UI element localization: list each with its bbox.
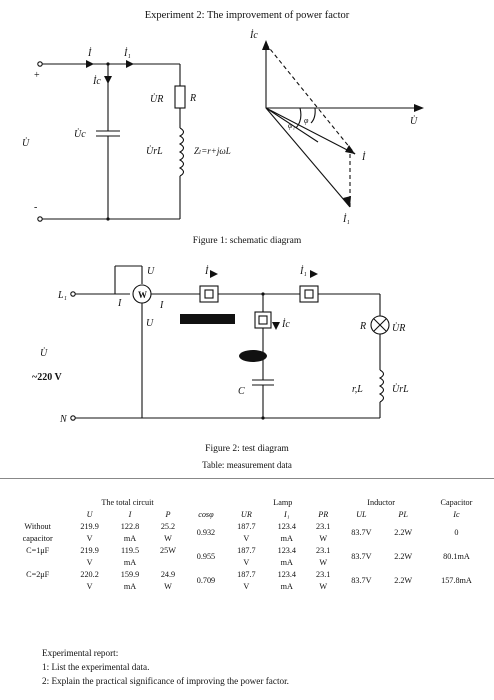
cell-pl: 2.2W xyxy=(394,575,413,585)
cell-i1: 123.4 xyxy=(277,521,297,531)
head-cos: cosφ xyxy=(198,509,214,519)
table-row xyxy=(6,544,490,556)
cell-i1: mA xyxy=(280,533,293,543)
experimental-report xyxy=(42,646,289,688)
cell-p: W xyxy=(164,533,172,543)
phasor-phi1-label: φ₁ xyxy=(288,121,296,130)
wattmeter-label: W xyxy=(138,290,147,300)
phasor-phi-label: φ xyxy=(304,116,309,125)
cell-pr: W xyxy=(319,581,328,591)
row-label: Without xyxy=(24,521,51,531)
cell-u: 219.9 xyxy=(80,521,99,531)
fig2-c-label: C xyxy=(238,386,245,397)
cell-p: 24.9 xyxy=(160,569,176,579)
cell-pl: 2.2W xyxy=(394,551,413,561)
row-label: capacitor xyxy=(22,533,53,543)
fig1-url-label: U̇rL xyxy=(146,146,163,157)
group-lamp: Lamp xyxy=(273,497,293,507)
cell-ul: 83.7V xyxy=(351,551,372,561)
cell-u: 219.9 xyxy=(80,545,99,555)
cell-p: 25W xyxy=(160,545,176,555)
cell-ur: 187.7 xyxy=(237,569,256,579)
row-label xyxy=(6,556,69,568)
row-label xyxy=(6,580,69,592)
cell-ic: 80.1mA xyxy=(443,551,470,561)
cell-i: 119.5 xyxy=(120,545,140,555)
cell-ul: 83.7V xyxy=(351,527,372,537)
report-item-2: 2: Explain the practical significance of improving the power factor. xyxy=(42,676,289,686)
cell-ic: 157.8mA xyxy=(441,575,472,585)
cell-cos: 0.955 xyxy=(196,551,216,561)
head-ur: UR xyxy=(240,509,252,519)
row-label: C=2μF xyxy=(26,569,50,579)
cell-pl: 2.2W xyxy=(394,527,413,537)
cell-i1: 123.4 xyxy=(277,545,297,555)
fig1-current-label: İ xyxy=(88,48,92,59)
row-label: C=1μF xyxy=(26,545,50,555)
cell-u: V xyxy=(86,557,93,567)
cell-i1: 123.4 xyxy=(277,569,297,579)
group-capacitor: Capacitor xyxy=(440,497,473,507)
fig1-r-label: R xyxy=(190,93,197,104)
head-ul: UL xyxy=(356,509,367,519)
cell-i: mA xyxy=(123,557,137,567)
phasor-i1-label: İ₁ xyxy=(343,214,350,225)
fig2-uc-label: U xyxy=(146,318,154,329)
fig2-i2-label: I xyxy=(160,300,164,311)
report-heading: Experimental report: xyxy=(42,648,119,658)
table-caption: Table: measurement data xyxy=(202,460,292,470)
fig1-voltage-label: U̇ xyxy=(22,138,30,149)
figure2-caption: Figure 2: test diagram xyxy=(205,444,289,454)
cell-ur: V xyxy=(243,557,250,567)
fig1-minus: - xyxy=(34,202,38,213)
divider xyxy=(0,478,494,479)
fig2-ur-label: U̇R xyxy=(392,323,406,334)
cell-ur: V xyxy=(243,533,250,543)
group-inductor: Inductor xyxy=(367,497,396,507)
fig2-url-label: U̇rL xyxy=(392,384,409,395)
cell-ur: 187.7 xyxy=(237,545,256,555)
head-pr: PR xyxy=(318,509,329,519)
fig1-ur-label: U̇R xyxy=(150,94,164,105)
cell-i: 122.8 xyxy=(120,521,140,531)
measurement-table xyxy=(6,496,490,592)
cell-p xyxy=(150,556,185,568)
cell-u: V xyxy=(86,581,93,591)
head-u: U xyxy=(86,509,93,519)
cell-i1: mA xyxy=(280,581,293,591)
fig1-z-label: Zₗ=r+jωL xyxy=(194,146,231,156)
cell-i1: mA xyxy=(280,557,293,567)
report-item-1: 1: List the experimental data. xyxy=(42,662,150,672)
cell-p: 25.2 xyxy=(160,521,176,531)
table-row xyxy=(6,568,490,580)
head-i: I xyxy=(128,509,132,519)
cell-ur: 187.7 xyxy=(237,521,256,531)
phasor-i-label: İ xyxy=(362,152,366,163)
page-title: Experiment 2: The improvement of power factor xyxy=(144,10,350,21)
cell-u: V xyxy=(86,533,93,543)
fig2-l1-label: L₁ xyxy=(58,290,68,301)
redacted-mark xyxy=(180,314,235,324)
head-i1: I₁ xyxy=(284,509,290,519)
head-ic: Ic xyxy=(453,509,460,519)
cell-ic: 0 xyxy=(454,527,459,537)
phasor-u-label: U̇ xyxy=(410,116,418,127)
cell-i: mA xyxy=(123,581,137,591)
phasor-ic-label: İc xyxy=(250,30,258,41)
fig1-ic-label: İc xyxy=(93,76,101,87)
cell-p: W xyxy=(164,581,172,591)
cell-cos: 0.709 xyxy=(196,575,216,585)
fig1-current1-label: İ₁ xyxy=(124,48,131,59)
cell-cos: 0.932 xyxy=(196,527,216,537)
fig2-voltage: ~220 V xyxy=(32,372,62,383)
redacted-mark-2 xyxy=(239,350,267,362)
fig2-iarrow-label: İ xyxy=(205,266,209,277)
figure1-diagram xyxy=(0,24,494,239)
cell-pr: W xyxy=(319,533,328,543)
head-p: P xyxy=(165,509,171,519)
cell-i: mA xyxy=(123,533,137,543)
cell-ur: V xyxy=(243,581,250,591)
fig2-i1-label: İ₁ xyxy=(300,266,307,277)
figure2-diagram xyxy=(0,252,494,450)
fig2-i-label: I xyxy=(118,298,122,309)
fig2-ustar-label: U xyxy=(147,266,155,277)
head-pl: PL xyxy=(398,509,408,519)
cell-pr: 23.1 xyxy=(316,569,331,579)
fig2-n-label: N xyxy=(60,414,67,425)
cell-i: 159.9 xyxy=(120,569,140,579)
fig1-uc-label: U̇c xyxy=(74,129,86,140)
table-row xyxy=(6,520,490,532)
cell-pr: 23.1 xyxy=(316,521,331,531)
cell-u: 220.2 xyxy=(80,569,99,579)
fig1-plus: + xyxy=(34,70,40,81)
fig2-r-label: R xyxy=(360,321,367,332)
cell-pr: 23.1 xyxy=(316,545,331,555)
fig2-ic-label: İc xyxy=(282,319,290,330)
fig2-rl-label: r,L xyxy=(352,384,363,395)
cell-pr: W xyxy=(319,557,328,567)
figure1-caption: Figure 1: schematic diagram xyxy=(192,236,302,246)
group-total: The total circuit xyxy=(101,497,154,507)
cell-ul: 83.7V xyxy=(351,575,372,585)
fig2-u-label: U̇ xyxy=(40,348,48,359)
